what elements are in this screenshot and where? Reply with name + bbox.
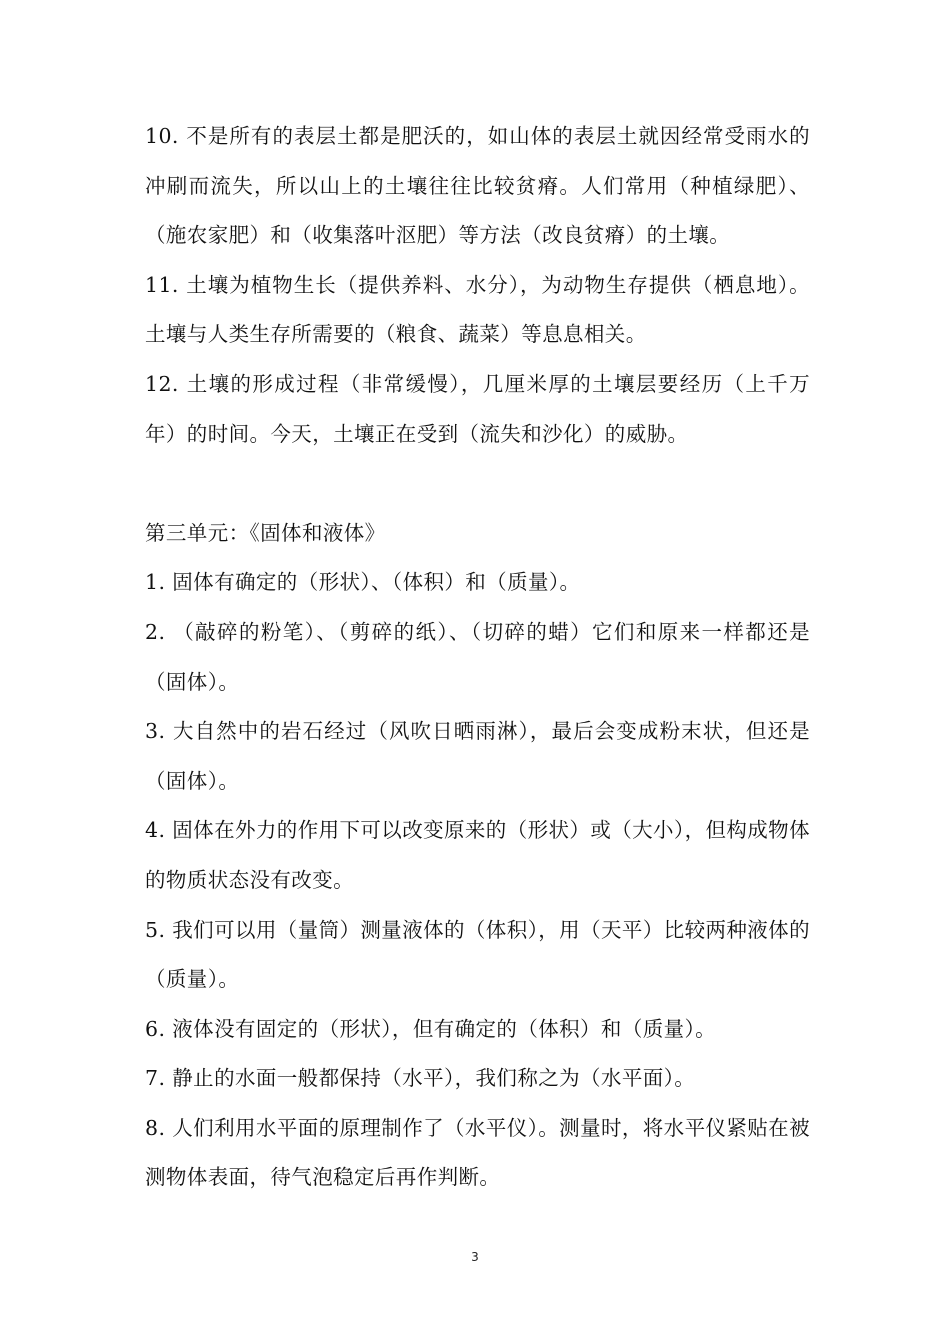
paragraph-item-11: 11. 土壤为植物生长（提供养料、水分），为动物生存提供（栖息地）。土壤与人类生存所需要的（粮食、蔬菜）等息息相关。 [145, 272, 810, 347]
paragraph-item-2: 2. （敲碎的粉笔）、（剪碎的纸）、（切碎的蜡）它们和原来一样都还是（固体）。 [145, 619, 810, 694]
page-number: 3 [471, 1250, 479, 1264]
section-spacer [145, 459, 810, 509]
paragraph-item-1: 1. 固体有确定的（形状）、（体积）和（质量）。 [145, 570, 581, 595]
paragraph-item-3: 3. 大自然中的岩石经过（风吹日晒雨淋），最后会变成粉末状，但还是（固体）。 [145, 719, 810, 793]
section-title: 第三单元：《固体和液体》 [145, 520, 386, 545]
paragraph-item-10: 10. 不是所有的表层土都是肥沃的，如山体的表层土就因经常受雨水的冲刷而流失，所以山上的土壤往往比较贫瘠。人们常用（种植绿肥）、（施农家肥）和（收集落叶沤肥）等方法（改良贫瘠）的土壤。 [145, 124, 810, 248]
document-body [145, 112, 810, 1203]
paragraph-item-12: 12. 土壤的形成过程（非常缓慢），几厘米厚的土壤层要经历（上千万年）的时间。今天，土壤正在受到（流失和沙化）的威胁。 [145, 371, 810, 446]
paragraph-item-4: 4. 固体在外力的作用下可以改变原来的（形状）或（大小），但构成物体的物质状态没有改变。 [145, 818, 810, 892]
paragraph-item-8: 8. 人们利用水平面的原理制作了（水平仪）。测量时，将水平仪紧贴在被测物体表面，待气泡稳定后再作判断。 [145, 1115, 810, 1190]
paragraph-item-7: 7. 静止的水面一般都保持（水平），我们称之为（水平面）。 [145, 1066, 696, 1091]
paragraph-item-6: 6. 液体没有固定的（形状），但有确定的（体积）和（质量）。 [145, 1016, 717, 1041]
paragraph-item-5: 5. 我们可以用（量筒）测量液体的（体积），用（天平）比较两种液体的（质量）。 [145, 917, 810, 992]
